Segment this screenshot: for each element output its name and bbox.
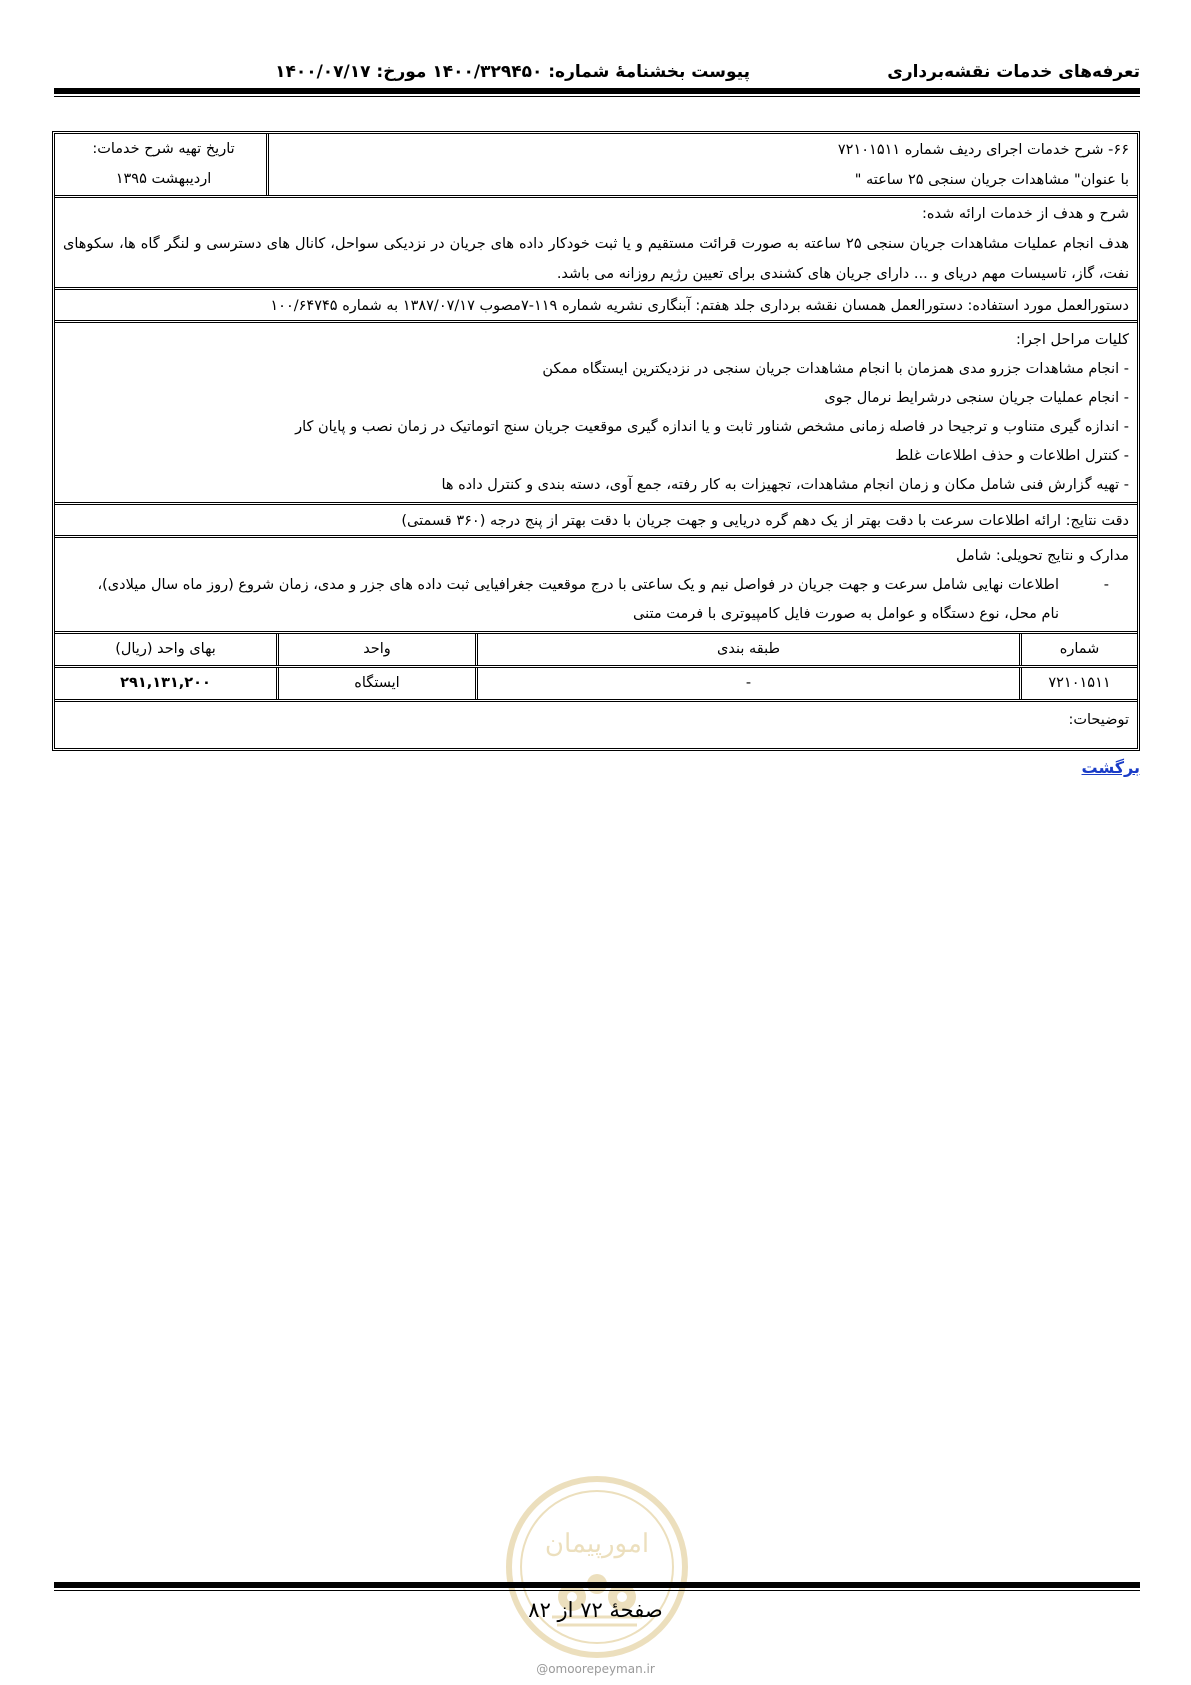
procedure-item: - انجام مشاهدات جزرو مدی همزمان با انجام مشاهدات جریان سنجی در نزدیکترین ایستگاه ممکن <box>542 361 1129 377</box>
procedure-item: - انجام عملیات جریان سنجی درشرایط نرمال جوی <box>824 390 1129 406</box>
notes-label: توضیحات: <box>1068 712 1129 728</box>
deliverables-line: نام محل، نوع دستگاه و عوامل به صورت فایل کامپیوتری با فرمت متنی <box>633 606 1059 622</box>
header-classification: طبقه بندی <box>475 634 1019 665</box>
omoorepeyman-logo <box>502 1472 692 1662</box>
circular-reference: پیوست بخشنامهٔ شماره: ۱۴۰۰/۳۲۹۴۵۰ مورخ: ۱۴۰۰/۰۷/۱۷ <box>275 62 750 82</box>
accuracy-text: دقت نتایج: ارائه اطلاعات سرعت با دقت بهتر از یک دهم گره دریایی و جهت جریان با دقت بهتر از پنج درجه (۳۶۰ قسمتی) <box>401 513 1129 529</box>
notes-row <box>55 702 1137 754</box>
standard-row <box>55 290 1137 323</box>
procedure-item: - کنترل اطلاعات و حذف اطلاعات غلط <box>895 448 1129 464</box>
date-value: اردیبهشت ۱۳۹۵ <box>115 171 212 187</box>
back-link[interactable]: برگشت <box>1081 758 1140 777</box>
deliverables-heading: مدارک و نتایج تحویلی: شامل <box>955 548 1129 564</box>
header-unit-price: بهای واحد (ریال) <box>115 641 216 657</box>
service-row-number: ۶۶- شرح خدمات اجرای ردیف شماره ۷۲۱۰۱۵۱۱ <box>837 142 1129 158</box>
deliverables-line: اطلاعات نهایی شامل سرعت و جهت جریان در فواصل نیم و یک ساعتی با درج موقعیت جغرافیایی ثبت داده های جزر و مدی، زمان شروع (روز ماه سال میلادی)، <box>97 577 1059 593</box>
cell-unit-price: ۲۹۱,۱۳۱,۲۰۰ <box>120 675 211 691</box>
description-row <box>55 198 1137 290</box>
description-text: هدف انجام عملیات مشاهدات جریان سنجی ۲۵ ساعته به صورت قرائت مستقیم و یا ثبت خودکار داده های جریان در نزدیکی سواحل، کانال های دسترسی و لنگر گاه ها، سکوهای نفت، گاز، تاسیسات مهم دریای و ... دارای جریان های کشندی برای تعیین رژیم روزانه می باشد. <box>63 236 1129 282</box>
standard-text: دستورالعمل مورد استفاده: دستورالعمل همسان نقشه برداری جلد هفتم: آبنگاری نشریه شماره ۱۱۹-۷مصوب ۱۳۸۷/۰۷/۱۷ به شماره ۱۰۰/۶۴۷۴۵ <box>270 298 1129 314</box>
cell-classification: - <box>475 668 1019 699</box>
date-label: تاریخ تهیه شرح خدمات: <box>92 141 235 157</box>
procedure-heading: کلیات مراحل اجرا: <box>1015 332 1129 348</box>
service-title-row <box>55 134 1137 198</box>
header-rule <box>54 88 1140 97</box>
description-heading: شرح و هدف از خدمات ارائه شده: <box>921 206 1129 222</box>
service-date-cell <box>55 134 272 195</box>
service-spec-table <box>52 131 1140 751</box>
footer-rule <box>54 1582 1140 1591</box>
page-header <box>54 56 1140 90</box>
header-number: شماره <box>1019 634 1137 665</box>
page-number: صفحهٔ ۷۲ از ۸۲ <box>528 1598 663 1622</box>
procedure-item: - تهیه گزارش فنی شامل مکان و زمان انجام مشاهدات، تجهیزات به کار رفته، جمع آوی، دسته بندی و کنترل داده ها <box>441 477 1129 493</box>
price-table-header <box>55 634 1137 668</box>
procedure-item: - اندازه گیری متناوب و ترجیحا در فاصله زمانی مشخص شناور ثابت و یا اندازه گیری موقعیت جریان سنج اتوماتیک در زمان نصب و پایان کار <box>295 419 1129 435</box>
price-table-row <box>55 668 1137 702</box>
accuracy-row <box>55 505 1137 538</box>
header-unit: واحد <box>276 634 475 665</box>
logo-text: امورپیمان <box>544 1529 650 1559</box>
deliverables-bullet: - <box>1103 577 1109 593</box>
service-title-cell <box>266 134 1137 195</box>
deliverables-row <box>55 538 1137 634</box>
cell-unit: ایستگاه <box>276 668 475 699</box>
document-title: تعرفه‌های خدمات نقشه‌برداری <box>887 62 1140 82</box>
watermark-url: @omoorepeyman.ir <box>536 1662 655 1676</box>
service-title: با عنوان" مشاهدات جریان سنجی ۲۵ ساعته " <box>854 172 1129 188</box>
procedure-row <box>55 323 1137 505</box>
cell-number: ۷۲۱۰۱۵۱۱ <box>1019 668 1137 699</box>
